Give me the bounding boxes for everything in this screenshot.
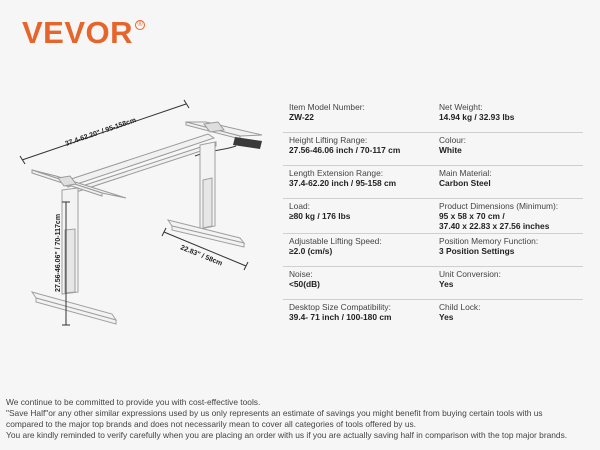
spec-row <box>283 100 583 133</box>
spec-value: 95 x 58 x 70 cm / <box>439 211 505 221</box>
spec-value: ≥2.0 (cm/s) <box>289 246 333 256</box>
logo-text: VEVOR <box>22 15 134 50</box>
spec-cell <box>283 200 433 233</box>
disclaimer-line: "Save Half"or any other similar expressions used by us only represents an estimate of savings you might benefit from buying certain tools with us <box>6 408 543 418</box>
spec-row <box>283 300 583 333</box>
disclaimer-line: You are kindly reminded to verify carefully when you are placing an order with us if you are actually saving half in comparison with the top major brands. <box>6 430 568 440</box>
spec-cell <box>433 235 583 266</box>
spec-row <box>283 166 583 199</box>
spec-value: White <box>439 145 462 155</box>
spec-value: 27.56-46.06 inch / 70-117 cm <box>289 145 401 155</box>
spec-cell <box>433 268 583 299</box>
spec-cell <box>433 200 583 233</box>
disclaimer-text <box>6 397 598 441</box>
spec-cell <box>433 167 583 198</box>
spec-label: Colour: <box>439 135 466 145</box>
desk-top-frame <box>32 122 262 198</box>
spec-value-line2: 37.40 x 22.83 x 27.56 inches <box>439 221 550 231</box>
spec-label: Unit Conversion: <box>439 269 501 279</box>
spec-row <box>283 199 583 234</box>
vevor-logo <box>22 16 145 50</box>
spec-value: 39.4- 71 inch / 100-180 cm <box>289 312 392 322</box>
disclaimer-line: We continue to be committed to provide you with cost-effective tools. <box>6 397 261 407</box>
length-dimension-label: 37.4-62.20" / 95-158cm <box>64 117 138 148</box>
left-leg <box>32 188 116 324</box>
desk-frame-illustration <box>0 80 280 350</box>
spec-cell <box>283 101 433 132</box>
spec-label: Position Memory Function: <box>439 236 539 246</box>
spec-cell <box>283 167 433 198</box>
spec-value: Yes <box>439 312 454 322</box>
spec-label: Desktop Size Compatibility: <box>289 302 391 312</box>
spec-value: 3 Position Settings <box>439 246 515 256</box>
spec-cell <box>283 301 433 333</box>
spec-cell <box>433 134 583 165</box>
spec-cell <box>283 235 433 266</box>
spec-label: Child Lock: <box>439 302 481 312</box>
spec-label: Load: <box>289 201 310 211</box>
spec-cell <box>283 268 433 299</box>
height-dimension-label: 27.56-46.06" / 70-117cm <box>55 213 62 292</box>
spec-label: Adjustable Lifting Speed: <box>289 236 382 246</box>
spec-value: ≥80 kg / 176 lbs <box>289 211 351 221</box>
spec-value: ZW-22 <box>289 112 314 122</box>
spec-value: <50(dB) <box>289 279 320 289</box>
depth-dimension-label: 22.83" / 58cm <box>179 244 224 268</box>
spec-row <box>283 234 583 267</box>
spec-cell <box>283 134 433 165</box>
spec-cell <box>433 101 583 132</box>
spec-label: Product Dimensions (Minimum): <box>439 201 559 211</box>
spec-label: Noise: <box>289 269 313 279</box>
spec-label: Item Model Number: <box>289 102 365 112</box>
spec-row <box>283 133 583 166</box>
spec-row <box>283 267 583 300</box>
spec-value: 37.4-62.20 inch / 95-158 cm <box>289 178 397 188</box>
spec-label: Height Lifting Range: <box>289 135 368 145</box>
spec-label: Net Weight: <box>439 102 483 112</box>
spec-value: Carbon Steel <box>439 178 491 188</box>
spec-label: Main Material: <box>439 168 492 178</box>
specifications-table <box>283 100 583 333</box>
registered-mark: ® <box>135 20 145 30</box>
spec-value: Yes <box>439 279 454 289</box>
spec-value: 14.94 kg / 32.93 lbs <box>439 112 515 122</box>
spec-label: Length Extension Range: <box>289 168 384 178</box>
disclaimer-line: compared to the major top brands and does not necessarily mean to cover all categories of tools offered by us. <box>6 419 416 429</box>
spec-cell <box>433 301 583 333</box>
